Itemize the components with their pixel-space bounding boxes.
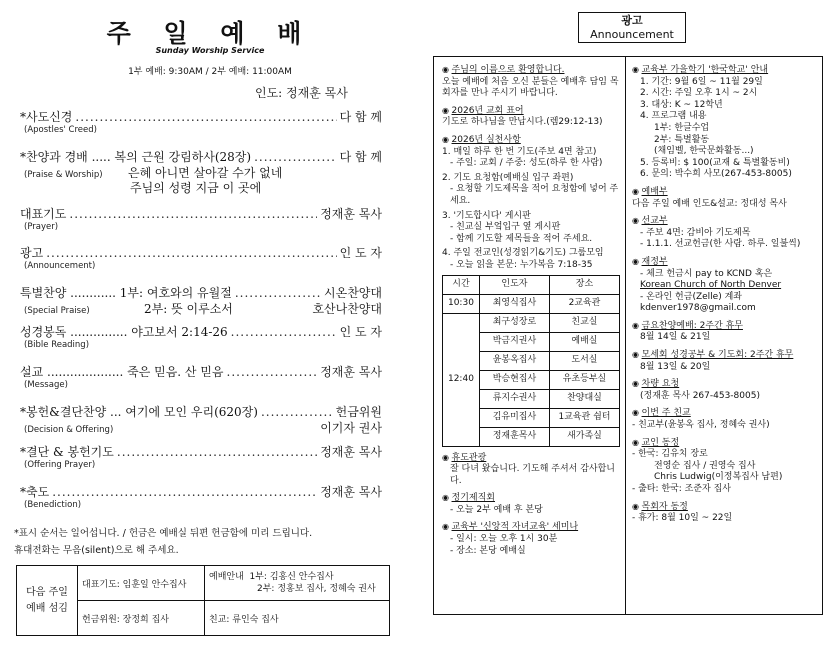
- order-item: [20, 148, 382, 195]
- announcement-header: [578, 12, 686, 43]
- order-item: [20, 443, 382, 470]
- order-label: 성경봉독 ............... 야고보서 2:14-26: [20, 325, 228, 339]
- order-english: (Announcement): [24, 261, 96, 271]
- duty-guide-1: 1부: 김홍신 안수집사: [249, 572, 334, 582]
- list-item: - 체크 헌금시 pay to KCND 혹은: [640, 268, 773, 279]
- table-cell: 도서실: [549, 351, 619, 370]
- order-english: (Offering Prayer): [24, 460, 96, 470]
- section-heading: 교육부 '신앙적 자녀교육' 세미나: [451, 522, 579, 533]
- worship-dept-section: [632, 186, 818, 210]
- section-body: - 휴가: 8월 10일 ~ 22일: [632, 513, 733, 524]
- section-heading: 교육부 가을학기 '한국학교' 안내: [641, 65, 769, 75]
- list-item: 4. 주일 전교인(성경읽기&기도) 그룹모임: [442, 248, 604, 259]
- duty-prayer: 대표기도: 임훈일 안수집사: [78, 566, 205, 601]
- order-label: *봉헌&결단찬양 ... 여기에 모인 우리(620장): [20, 405, 258, 419]
- order-label: *찬양과 경배 ..... 복의 근원 강림하사(28장): [20, 150, 252, 164]
- section-body: - 오늘 2부 예배 후 본당: [450, 504, 543, 515]
- section-heading: 주님의 이름으로 환영합니다.: [451, 65, 565, 75]
- section-body: 8월 13일 & 20일: [640, 361, 711, 372]
- list-item: Chris Ludwig(이정복집사 남편): [654, 472, 783, 483]
- seminar-section: [442, 521, 620, 557]
- section-heading: 교인 동정: [641, 437, 680, 448]
- order-item: [20, 205, 382, 232]
- announcement-column-left: [442, 64, 620, 562]
- list-item: - 오늘 읽을 본문: 누가복음 7:18-35: [450, 259, 593, 270]
- return-section: [442, 452, 620, 488]
- list-item: 4. 프로그램 내용: [640, 111, 707, 122]
- table-cell: 찬양대실: [549, 389, 619, 408]
- section-heading: 예배부: [641, 186, 668, 197]
- table-cell: 유초등부실: [549, 370, 619, 389]
- section-heading: 2026년 실천사항: [451, 134, 521, 145]
- council-section: [442, 492, 620, 516]
- table-cell: 정재훈목사: [479, 427, 549, 446]
- table-row: [443, 294, 620, 313]
- column-divider: [625, 56, 626, 615]
- table-cell: 최구성장로: [479, 313, 549, 332]
- offering-member: 이기자 권사: [320, 421, 382, 435]
- table-cell: 친교실: [549, 313, 619, 332]
- order-label: *사도신경: [20, 110, 73, 124]
- announcement-title-en: Announcement: [590, 28, 674, 41]
- fellowship-section: [632, 407, 818, 431]
- mission-section: [632, 215, 818, 251]
- table-cell: 최영식집사: [479, 294, 549, 313]
- duty-label: 다음 주일 예배 섬김: [17, 566, 78, 636]
- section-body: 기도로 하나님을 만납시다.(렘29:12-13): [442, 117, 603, 128]
- section-heading: 이번 주 친교: [641, 408, 691, 419]
- section-body: 잘 다녀 왔습니다. 기도해 주셔서 감사합니다.: [450, 464, 615, 486]
- section-heading: 정기제직회: [451, 493, 496, 504]
- order-english: (Special Praise): [24, 306, 90, 316]
- next-week-duty-table: [16, 565, 390, 636]
- section-heading: 2026년 교회 표어: [451, 105, 524, 116]
- order-english: (Bible Reading): [24, 340, 90, 350]
- list-item: 2. 기도 요청함(예배실 입구 좌편): [442, 172, 574, 183]
- section-heading: 목회자 동정: [641, 501, 688, 512]
- table-header: 인도자: [479, 275, 549, 294]
- order-english: (Decision & Offering): [24, 425, 114, 435]
- list-item: 3. '기도합시다' 게시판: [442, 210, 531, 221]
- duty-guide-label: 예배안내: [209, 572, 244, 582]
- table-cell: 2교육관: [549, 294, 619, 313]
- table-cell: 새가족실: [549, 427, 619, 446]
- duty-offering: 헌금위원: 장정희 집사: [78, 601, 205, 636]
- section-heading: 재정부: [641, 256, 668, 267]
- order-leader: 헌금위원: [335, 405, 382, 419]
- friday-section: [632, 320, 818, 344]
- table-cell: 12:40: [443, 313, 480, 446]
- leader-line: 인도: 정재훈 목사: [255, 86, 348, 100]
- order-english: (Message): [24, 380, 68, 390]
- order-item: [20, 483, 382, 510]
- table-cell: 예배실: [549, 332, 619, 351]
- bible-study-section: [632, 349, 818, 373]
- section-body: - 친교부(윤봉옥 집사, 정혜숙 권사): [632, 420, 770, 431]
- list-item: 2부: 특별활동: [654, 134, 710, 145]
- table-cell: 박금지권사: [479, 332, 549, 351]
- order-english: (Praise & Worship): [24, 170, 103, 180]
- order-leader: 인 도 자: [339, 325, 382, 339]
- list-item: (채임벨, 한국문화활동...): [654, 146, 754, 157]
- list-item: - 한국: 김유치 장로: [632, 449, 708, 460]
- table-cell: 윤봉옥집사: [479, 351, 549, 370]
- special-praise-2: 2부: 뜻 이루소서: [144, 302, 233, 316]
- list-item: - 함께 기도할 제목들을 적어 주세요.: [450, 233, 593, 244]
- order-leader: 정재훈 목사: [320, 207, 382, 221]
- service-times: 1부 예배: 9:30AM / 2부 예배: 11:00AM: [128, 67, 292, 77]
- table-row: [443, 313, 620, 332]
- ride-section: [632, 378, 818, 402]
- list-item: - 요청할 기도제목을 적어 요청함에 넣어 주세요.: [450, 184, 619, 206]
- table-cell: 김유미집사: [479, 408, 549, 427]
- duty-fellowship: 친교: 류인숙 집사: [205, 601, 390, 636]
- order-item: [20, 363, 382, 390]
- section-heading: 휴도관광: [451, 452, 487, 463]
- order-label: 광고: [20, 246, 44, 260]
- announcement-title: 광고: [621, 14, 643, 27]
- order-item: [20, 108, 382, 135]
- order-item: [20, 323, 382, 350]
- list-item: 전영순 집사 / 권영숙 집사: [654, 460, 756, 471]
- list-item: - 일시: 오늘 오후 1시 30분: [450, 534, 558, 545]
- welcome-section: [442, 64, 620, 100]
- order-leader: 다 함 께: [339, 150, 382, 164]
- school-section: [632, 64, 818, 181]
- section-body: 오늘 예배에 처음 오신 분들은 예배후 담임 목회자를 만나 주시기 바랍니다.: [442, 76, 619, 99]
- order-label: 특별찬양 ............ 1부: 여호와의 유월절: [20, 286, 232, 300]
- list-item: - 주보 4면: 감비아 기도제목: [640, 227, 751, 238]
- order-leader: 정재훈 목사: [320, 365, 382, 379]
- hymn-title: 주님의 성령 지금 이 곳에: [130, 181, 262, 195]
- list-item: 5. 등록비: $ 100(교재 & 특별활동비): [640, 157, 790, 168]
- list-item: - 1.1.1. 선교헌금(한 사람. 하루. 일불씩): [640, 239, 801, 250]
- member-news-section: [632, 437, 818, 496]
- list-item: 1. 매일 하루 한 번 기도(주보 4면 참고): [442, 146, 597, 157]
- group-schedule-table: [442, 275, 620, 447]
- order-label: *축도: [20, 485, 50, 499]
- page-title: 주 일 예 배: [106, 19, 314, 48]
- table-cell: 박승현집사: [479, 370, 549, 389]
- list-item: - 주일: 교회 / 주중: 성도(하루 한 사람): [450, 158, 603, 169]
- page-subtitle: Sunday Worship Service: [155, 46, 265, 55]
- order-item: [20, 244, 382, 271]
- section-body: 8월 14일 & 21일: [640, 332, 711, 343]
- note-line: *표시 순서는 일어섭니다. / 헌금은 예배실 뒤편 헌금함에 미리 드립니다.: [14, 528, 313, 539]
- order-item: [20, 403, 382, 434]
- table-cell: 류지수권사: [479, 389, 549, 408]
- order-leader: 인 도 자: [339, 246, 382, 260]
- finance-section: [632, 256, 818, 315]
- table-cell: 1교육관 쉼터: [549, 408, 619, 427]
- order-label: 대표기도: [20, 207, 67, 221]
- section-heading: 선교부: [641, 216, 668, 227]
- list-item: 3. 대상: K ~ 12학년: [640, 99, 723, 110]
- list-item: kdenver1978@gmail.com: [640, 303, 756, 314]
- list-item: - 장소: 본당 예배실: [450, 545, 526, 556]
- section-body: (정재훈 목사 267-453-8005): [640, 390, 760, 401]
- practice-section: [442, 134, 620, 447]
- order-leader: 정재훈 목사: [320, 445, 382, 459]
- announcement-column-right: [632, 64, 818, 530]
- order-label: 설교 .................... 죽은 믿음. 산 믿음: [20, 365, 224, 379]
- list-item: - 온라인 헌금(Zelle) 계좌: [640, 291, 742, 302]
- order-label: *결단 & 봉헌기도: [20, 445, 114, 459]
- section-heading: 금요찬양예배: 2주간 휴무: [641, 320, 743, 331]
- table-cell: 10:30: [443, 294, 480, 313]
- order-english: (Prayer): [24, 222, 59, 232]
- order-english: (Benediction): [24, 500, 82, 510]
- order-leader: 시온찬양대: [324, 286, 382, 300]
- motto-section: [442, 105, 620, 129]
- order-english: (Apostles' Creed): [24, 125, 97, 135]
- list-item: 2. 시간: 주일 오후 1시 ~ 2시: [640, 88, 758, 99]
- choir-name: 호산나찬양대: [312, 302, 382, 316]
- order-item: [20, 284, 382, 315]
- order-leader: 정재훈 목사: [320, 485, 382, 499]
- worship-note: [14, 525, 414, 559]
- section-heading: 모세회 성경공부 & 기도회: 2주간 휴무: [641, 350, 794, 361]
- section-body: 다음 주일 예배 인도&설교: 정대성 목사: [632, 198, 787, 209]
- list-item: 6. 문의: 박수희 사모(267-453-8005): [640, 169, 792, 180]
- section-heading: 차량 요청: [641, 379, 680, 390]
- table-header: 시간: [443, 275, 480, 294]
- list-item: - 출타: 한국: 조준자 집사: [632, 484, 732, 494]
- list-item: Korean Church of North Denver: [640, 280, 782, 291]
- duty-guide-2: 2부: 정홍보 집사, 정혜숙 권사: [257, 584, 376, 594]
- hymn-title: 은혜 아니면 살아갈 수가 없네: [128, 166, 283, 180]
- list-item: 1부: 한글수업: [654, 122, 710, 133]
- table-header: 장소: [549, 275, 619, 294]
- order-leader: 다 함 께: [339, 110, 382, 124]
- note-line: 휴대전화는 무음(silent)으로 해 주세요.: [14, 545, 179, 556]
- list-item: 1. 기간: 9월 6일 ~ 11월 29일: [640, 76, 763, 87]
- pastor-section: [632, 501, 818, 525]
- list-item: - 친교실 부엌입구 옆 게시판: [450, 222, 561, 233]
